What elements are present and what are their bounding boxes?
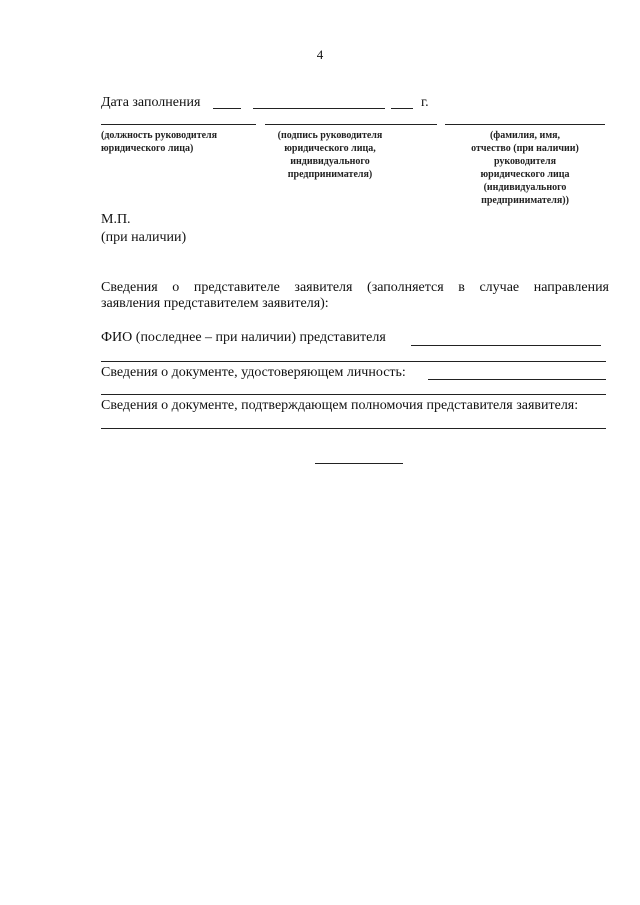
representative-intro-line1: Сведения о представителе заявителя (заполняется в случае направления: [101, 280, 609, 295]
date-label: Дата заполнения: [101, 95, 201, 110]
stamp-note: (при наличии): [101, 230, 187, 245]
identity-document-line-2[interactable]: [101, 394, 606, 395]
page-number: 4: [316, 47, 324, 62]
signature-line[interactable]: [265, 124, 437, 125]
authority-document-line[interactable]: [101, 428, 606, 429]
signature-caption: (подпись руководителя юридического лица, индивидуального предпринимателя): [277, 130, 383, 180]
date-year-suffix: г.: [421, 95, 429, 110]
position-line[interactable]: [101, 124, 256, 125]
representative-fio-label: ФИО (последнее – при наличии) представителя: [101, 330, 386, 345]
identity-document-line[interactable]: [428, 379, 606, 380]
representative-fio-line[interactable]: [411, 345, 601, 346]
representative-fio-line-2[interactable]: [101, 361, 606, 362]
end-separator: [315, 463, 403, 464]
representative-intro-line2: заявления представителем заявителя):: [101, 296, 329, 311]
authority-document-label: Сведения о документе, подтверждающем полномочия представителя заявителя:: [101, 398, 579, 413]
date-year-line[interactable]: [391, 108, 413, 109]
date-day-line[interactable]: [213, 108, 241, 109]
date-month-line[interactable]: [253, 108, 385, 109]
name-caption: (фамилия, имя, отчество (при наличии) руководителя юридического лица (индивидуального предпринимателя)): [471, 130, 579, 206]
identity-document-label: Сведения о документе, удостоверяющем личность:: [101, 365, 406, 380]
position-caption: (должность руководителя юридического лица): [101, 130, 218, 154]
stamp-label: М.П.: [101, 212, 131, 227]
name-line[interactable]: [445, 124, 605, 125]
